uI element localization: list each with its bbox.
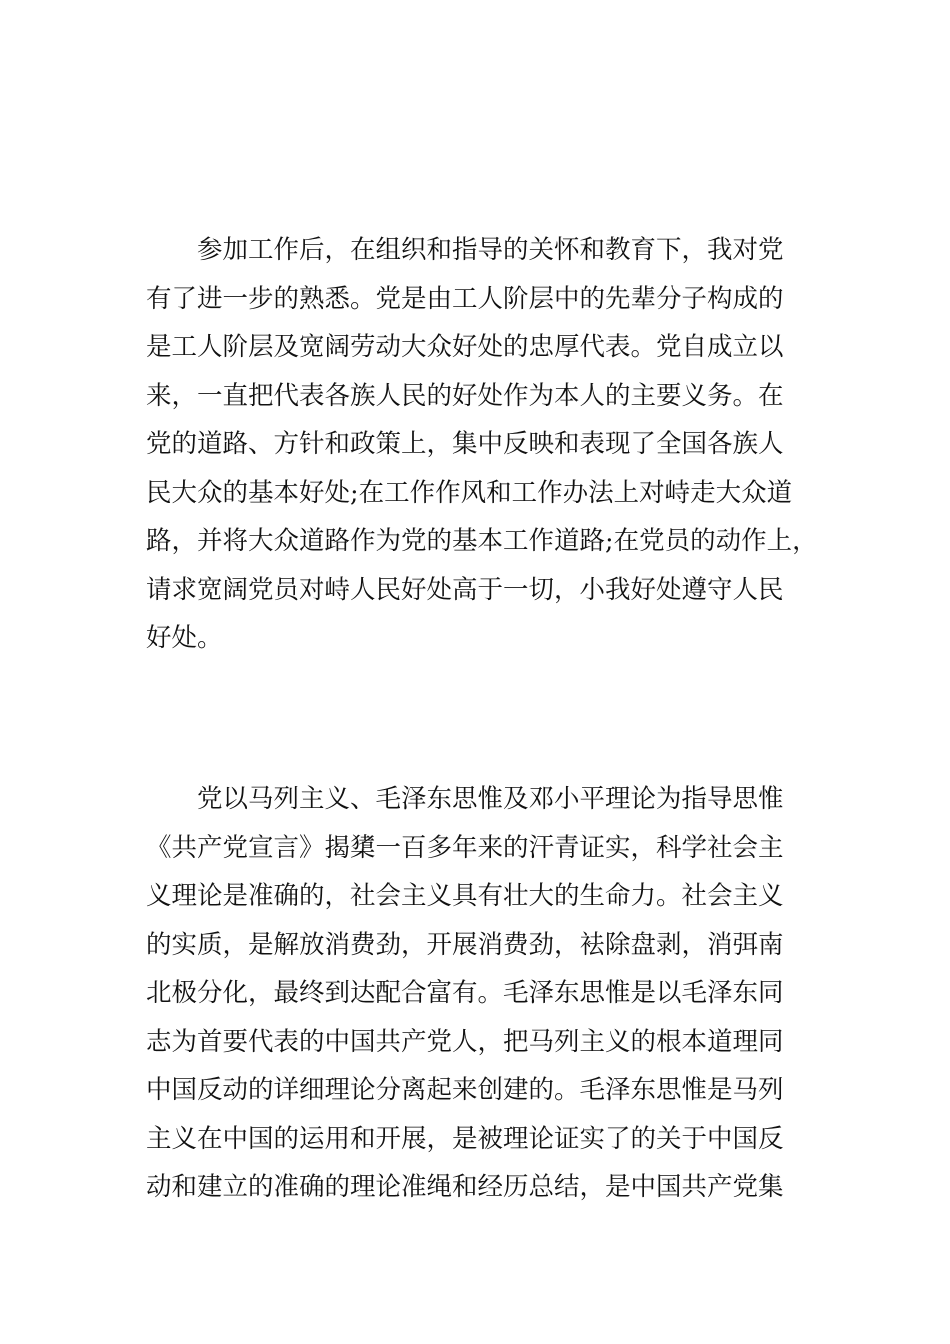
paragraph-line: 民大众的基本好处;在工作作风和工作办法上对峙走大众道: [146, 477, 793, 508]
paragraph-line: 《共产党宣言》揭橥一百多年来的汗青证实，科学社会主: [146, 832, 784, 863]
paragraph-line: 中国反动的详细理论分离起来创建的。毛泽东思惟是马列: [146, 1075, 784, 1105]
paragraph-2: [146, 775, 826, 1212]
paragraph-line: 党的道路、方针和政策上，集中反映和表现了全国各族人: [146, 429, 784, 459]
paragraph-line: 北极分化，最终到达配合富有。毛泽东思惟是以毛泽东同: [146, 978, 784, 1008]
paragraph-line: 来，一直把代表各族人民的好处作为本人的主要义务。在: [146, 380, 784, 411]
paragraph-line: 义理论是准确的，社会主义具有壮大的生命力。社会主义: [146, 881, 784, 911]
paragraph-line: 有了进一步的熟悉。党是由工人阶层中的先辈分子构成的: [146, 283, 784, 314]
paragraph-line: 是工人阶层及宽阔劳动大众好处的忠厚代表。党自成立以: [146, 332, 784, 362]
paragraph-line: 主义在中国的运用和开展，是被理论证实了的关于中国反: [146, 1123, 784, 1154]
paragraph-line: 志为首要代表的中国共产党人，把马列主义的根本道理同: [146, 1026, 784, 1057]
paragraph-line: 路，并将大众道路作为党的基本工作道路;在党员的动作上，: [146, 526, 818, 556]
paragraph-line: 的实质，是解放消费劲，开展消费劲，袪除盘剥，消弭南: [146, 929, 784, 960]
paragraph-1: [146, 226, 826, 663]
paragraph-line: 动和建立的准确的理论准绳和经历总结，是中国共产党集: [146, 1172, 784, 1202]
paragraph-line: 参加工作后，在组织和指导的关怀和教育下，我对党: [197, 235, 784, 265]
paragraph-line: 请求宽阔党员对峙人民好处高于一切，小我好处遵守人民: [146, 574, 784, 605]
paragraph-line: 好处。: [146, 623, 223, 653]
paragraph-line: 党以马列主义、毛泽东思惟及邓小平理论为指导思惟: [197, 784, 784, 814]
